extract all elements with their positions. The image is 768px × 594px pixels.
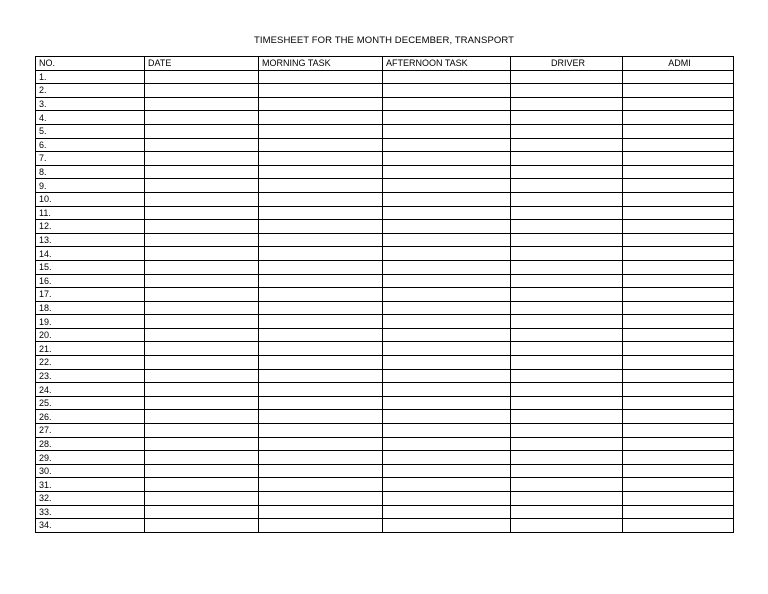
cell-admi[interactable]	[623, 233, 734, 247]
cell-no: 8.	[36, 165, 145, 179]
cell-date[interactable]	[145, 315, 259, 329]
cell-afternoon-task[interactable]	[383, 97, 511, 111]
cell-admi[interactable]	[623, 70, 734, 84]
cell-admi[interactable]	[623, 492, 734, 506]
cell-date[interactable]	[145, 342, 259, 356]
cell-afternoon-task[interactable]	[383, 152, 511, 166]
cell-no: 32.	[36, 492, 145, 506]
cell-morning-task[interactable]	[259, 220, 383, 234]
cell-admi[interactable]	[623, 519, 734, 533]
cell-date[interactable]	[145, 492, 259, 506]
cell-afternoon-task[interactable]	[383, 451, 511, 465]
cell-date[interactable]	[145, 301, 259, 315]
column-header-admi: ADMI	[623, 57, 734, 71]
table-row	[36, 124, 734, 138]
cell-afternoon-task[interactable]	[383, 396, 511, 410]
table-row	[36, 383, 734, 397]
cell-driver[interactable]	[511, 138, 623, 152]
cell-afternoon-task[interactable]	[383, 288, 511, 302]
cell-date[interactable]	[145, 464, 259, 478]
cell-afternoon-task[interactable]	[383, 437, 511, 451]
table-row	[36, 288, 734, 302]
cell-driver[interactable]	[511, 274, 623, 288]
table-row	[36, 179, 734, 193]
cell-admi[interactable]	[623, 206, 734, 220]
cell-driver[interactable]	[511, 464, 623, 478]
cell-admi[interactable]	[623, 315, 734, 329]
table-row	[36, 396, 734, 410]
cell-driver[interactable]	[511, 383, 623, 397]
cell-afternoon-task[interactable]	[383, 315, 511, 329]
cell-no: 23.	[36, 369, 145, 383]
cell-driver[interactable]	[511, 315, 623, 329]
cell-afternoon-task[interactable]	[383, 165, 511, 179]
table-row	[36, 478, 734, 492]
cell-driver[interactable]	[511, 97, 623, 111]
cell-driver[interactable]	[511, 301, 623, 315]
cell-morning-task[interactable]	[259, 165, 383, 179]
table-body	[36, 70, 734, 532]
cell-no: 6.	[36, 138, 145, 152]
cell-admi[interactable]	[623, 179, 734, 193]
table-row	[36, 301, 734, 315]
cell-driver[interactable]	[511, 505, 623, 519]
cell-morning-task[interactable]	[259, 274, 383, 288]
cell-driver[interactable]	[511, 111, 623, 125]
cell-no: 12.	[36, 220, 145, 234]
cell-date[interactable]	[145, 138, 259, 152]
table-row	[36, 260, 734, 274]
cell-admi[interactable]	[623, 505, 734, 519]
cell-driver[interactable]	[511, 288, 623, 302]
cell-no: 19.	[36, 315, 145, 329]
cell-afternoon-task[interactable]	[383, 84, 511, 98]
cell-afternoon-task[interactable]	[383, 464, 511, 478]
cell-morning-task[interactable]	[259, 383, 383, 397]
cell-date[interactable]	[145, 260, 259, 274]
cell-no: 22.	[36, 356, 145, 370]
cell-admi[interactable]	[623, 274, 734, 288]
cell-driver[interactable]	[511, 342, 623, 356]
table-row	[36, 424, 734, 438]
cell-date[interactable]	[145, 111, 259, 125]
cell-morning-task[interactable]	[259, 315, 383, 329]
table-row	[36, 192, 734, 206]
cell-no: 14.	[36, 247, 145, 261]
column-header-date: DATE	[145, 57, 259, 71]
cell-morning-task[interactable]	[259, 356, 383, 370]
table-row	[36, 492, 734, 506]
cell-afternoon-task[interactable]	[383, 70, 511, 84]
cell-afternoon-task[interactable]	[383, 328, 511, 342]
cell-no: 25.	[36, 396, 145, 410]
cell-driver[interactable]	[511, 424, 623, 438]
cell-morning-task[interactable]	[259, 342, 383, 356]
cell-no: 30.	[36, 464, 145, 478]
cell-driver[interactable]	[511, 124, 623, 138]
cell-morning-task[interactable]	[259, 451, 383, 465]
cell-date[interactable]	[145, 369, 259, 383]
cell-admi[interactable]	[623, 328, 734, 342]
table-row	[36, 505, 734, 519]
cell-afternoon-task[interactable]	[383, 274, 511, 288]
cell-admi[interactable]	[623, 301, 734, 315]
cell-morning-task[interactable]	[259, 478, 383, 492]
cell-date[interactable]	[145, 233, 259, 247]
cell-driver[interactable]	[511, 492, 623, 506]
cell-afternoon-task[interactable]	[383, 138, 511, 152]
cell-date[interactable]	[145, 288, 259, 302]
cell-date[interactable]	[145, 179, 259, 193]
cell-morning-task[interactable]	[259, 369, 383, 383]
column-header-driver: DRIVER	[511, 57, 623, 71]
cell-afternoon-task[interactable]	[383, 192, 511, 206]
cell-afternoon-task[interactable]	[383, 301, 511, 315]
cell-driver[interactable]	[511, 220, 623, 234]
cell-morning-task[interactable]	[259, 505, 383, 519]
table-row	[36, 165, 734, 179]
cell-admi[interactable]	[623, 464, 734, 478]
cell-afternoon-task[interactable]	[383, 247, 511, 261]
cell-morning-task[interactable]	[259, 519, 383, 533]
table-row	[36, 138, 734, 152]
cell-driver[interactable]	[511, 179, 623, 193]
cell-morning-task[interactable]	[259, 424, 383, 438]
column-header-afternoon-task: AFTERNOON TASK	[383, 57, 511, 71]
cell-admi[interactable]	[623, 424, 734, 438]
cell-morning-task[interactable]	[259, 301, 383, 315]
cell-admi[interactable]	[623, 220, 734, 234]
cell-driver[interactable]	[511, 356, 623, 370]
cell-afternoon-task[interactable]	[383, 410, 511, 424]
table-row	[36, 152, 734, 166]
cell-date[interactable]	[145, 424, 259, 438]
cell-afternoon-task[interactable]	[383, 356, 511, 370]
cell-morning-task[interactable]	[259, 396, 383, 410]
cell-no: 17.	[36, 288, 145, 302]
cell-morning-task[interactable]	[259, 410, 383, 424]
cell-no: 7.	[36, 152, 145, 166]
cell-admi[interactable]	[623, 111, 734, 125]
cell-date[interactable]	[145, 356, 259, 370]
cell-driver[interactable]	[511, 247, 623, 261]
cell-morning-task[interactable]	[259, 124, 383, 138]
table-row	[36, 206, 734, 220]
cell-afternoon-task[interactable]	[383, 369, 511, 383]
cell-no: 5.	[36, 124, 145, 138]
cell-driver[interactable]	[511, 192, 623, 206]
cell-admi[interactable]	[623, 383, 734, 397]
cell-date[interactable]	[145, 192, 259, 206]
page-title: TIMESHEET FOR THE MONTH DECEMBER, TRANSPORT	[253, 35, 515, 46]
table-row	[36, 356, 734, 370]
cell-morning-task[interactable]	[259, 152, 383, 166]
cell-admi[interactable]	[623, 288, 734, 302]
cell-driver[interactable]	[511, 396, 623, 410]
cell-no: 10.	[36, 192, 145, 206]
cell-morning-task[interactable]	[259, 97, 383, 111]
table-row	[36, 369, 734, 383]
cell-no: 1.	[36, 70, 145, 84]
cell-date[interactable]	[145, 70, 259, 84]
column-header-no: NO.	[36, 57, 145, 71]
cell-admi[interactable]	[623, 437, 734, 451]
cell-no: 31.	[36, 478, 145, 492]
table-row	[36, 233, 734, 247]
cell-driver[interactable]	[511, 206, 623, 220]
cell-no: 27.	[36, 424, 145, 438]
cell-morning-task[interactable]	[259, 192, 383, 206]
cell-admi[interactable]	[623, 369, 734, 383]
header-row	[36, 57, 734, 71]
cell-no: 13.	[36, 233, 145, 247]
cell-morning-task[interactable]	[259, 179, 383, 193]
table-row	[36, 451, 734, 465]
cell-no: 29.	[36, 451, 145, 465]
cell-morning-task[interactable]	[259, 464, 383, 478]
cell-afternoon-task[interactable]	[383, 492, 511, 506]
cell-no: 2.	[36, 84, 145, 98]
cell-driver[interactable]	[511, 437, 623, 451]
table-row	[36, 274, 734, 288]
cell-date[interactable]	[145, 328, 259, 342]
table-row	[36, 342, 734, 356]
cell-afternoon-task[interactable]	[383, 424, 511, 438]
cell-date[interactable]	[145, 124, 259, 138]
cell-admi[interactable]	[623, 356, 734, 370]
cell-driver[interactable]	[511, 70, 623, 84]
cell-date[interactable]	[145, 206, 259, 220]
table-row	[36, 410, 734, 424]
cell-date[interactable]	[145, 152, 259, 166]
cell-date[interactable]	[145, 478, 259, 492]
cell-afternoon-task[interactable]	[383, 124, 511, 138]
cell-afternoon-task[interactable]	[383, 342, 511, 356]
cell-morning-task[interactable]	[259, 84, 383, 98]
cell-driver[interactable]	[511, 260, 623, 274]
cell-no: 28.	[36, 437, 145, 451]
cell-driver[interactable]	[511, 410, 623, 424]
table-row	[36, 220, 734, 234]
column-header-morning-task: MORNING TASK	[259, 57, 383, 71]
cell-date[interactable]	[145, 437, 259, 451]
cell-afternoon-task[interactable]	[383, 111, 511, 125]
cell-admi[interactable]	[623, 138, 734, 152]
table-row	[36, 315, 734, 329]
cell-afternoon-task[interactable]	[383, 478, 511, 492]
cell-driver[interactable]	[511, 152, 623, 166]
cell-admi[interactable]	[623, 410, 734, 424]
cell-morning-task[interactable]	[259, 206, 383, 220]
cell-admi[interactable]	[623, 396, 734, 410]
cell-admi[interactable]	[623, 478, 734, 492]
cell-date[interactable]	[145, 396, 259, 410]
cell-date[interactable]	[145, 220, 259, 234]
cell-no: 4.	[36, 111, 145, 125]
table-row	[36, 247, 734, 261]
cell-afternoon-task[interactable]	[383, 519, 511, 533]
cell-morning-task[interactable]	[259, 138, 383, 152]
cell-date[interactable]	[145, 383, 259, 397]
cell-no: 9.	[36, 179, 145, 193]
cell-admi[interactable]	[623, 192, 734, 206]
cell-admi[interactable]	[623, 451, 734, 465]
cell-no: 18.	[36, 301, 145, 315]
cell-no: 16.	[36, 274, 145, 288]
cell-afternoon-task[interactable]	[383, 383, 511, 397]
cell-morning-task[interactable]	[259, 111, 383, 125]
table-row	[36, 464, 734, 478]
cell-driver[interactable]	[511, 165, 623, 179]
cell-morning-task[interactable]	[259, 328, 383, 342]
table-row	[36, 328, 734, 342]
cell-morning-task[interactable]	[259, 70, 383, 84]
cell-no: 11.	[36, 206, 145, 220]
cell-morning-task[interactable]	[259, 233, 383, 247]
cell-driver[interactable]	[511, 84, 623, 98]
cell-admi[interactable]	[623, 84, 734, 98]
cell-driver[interactable]	[511, 478, 623, 492]
cell-admi[interactable]	[623, 247, 734, 261]
cell-afternoon-task[interactable]	[383, 260, 511, 274]
cell-driver[interactable]	[511, 451, 623, 465]
cell-no: 33.	[36, 505, 145, 519]
cell-no: 15.	[36, 260, 145, 274]
cell-afternoon-task[interactable]	[383, 233, 511, 247]
cell-date[interactable]	[145, 451, 259, 465]
cell-afternoon-task[interactable]	[383, 505, 511, 519]
cell-date[interactable]	[145, 274, 259, 288]
cell-no: 24.	[36, 383, 145, 397]
cell-morning-task[interactable]	[259, 247, 383, 261]
cell-morning-task[interactable]	[259, 437, 383, 451]
cell-morning-task[interactable]	[259, 288, 383, 302]
table-row	[36, 70, 734, 84]
cell-afternoon-task[interactable]	[383, 206, 511, 220]
cell-no: 34.	[36, 519, 145, 533]
table-row	[36, 519, 734, 533]
cell-driver[interactable]	[511, 233, 623, 247]
timesheet-table	[35, 56, 734, 533]
cell-morning-task[interactable]	[259, 492, 383, 506]
cell-admi[interactable]	[623, 97, 734, 111]
cell-admi[interactable]	[623, 342, 734, 356]
table-row	[36, 111, 734, 125]
cell-admi[interactable]	[623, 260, 734, 274]
cell-driver[interactable]	[511, 369, 623, 383]
table-row	[36, 84, 734, 98]
cell-driver[interactable]	[511, 328, 623, 342]
cell-admi[interactable]	[623, 165, 734, 179]
cell-afternoon-task[interactable]	[383, 179, 511, 193]
cell-no: 26.	[36, 410, 145, 424]
cell-date[interactable]	[145, 247, 259, 261]
cell-no: 20.	[36, 328, 145, 342]
cell-date[interactable]	[145, 97, 259, 111]
cell-no: 21.	[36, 342, 145, 356]
table-row	[36, 97, 734, 111]
cell-admi[interactable]	[623, 152, 734, 166]
cell-admi[interactable]	[623, 124, 734, 138]
table-row	[36, 437, 734, 451]
cell-morning-task[interactable]	[259, 260, 383, 274]
cell-date[interactable]	[145, 165, 259, 179]
cell-date[interactable]	[145, 519, 259, 533]
cell-driver[interactable]	[511, 519, 623, 533]
cell-date[interactable]	[145, 505, 259, 519]
cell-no: 3.	[36, 97, 145, 111]
cell-afternoon-task[interactable]	[383, 220, 511, 234]
cell-date[interactable]	[145, 410, 259, 424]
cell-date[interactable]	[145, 84, 259, 98]
